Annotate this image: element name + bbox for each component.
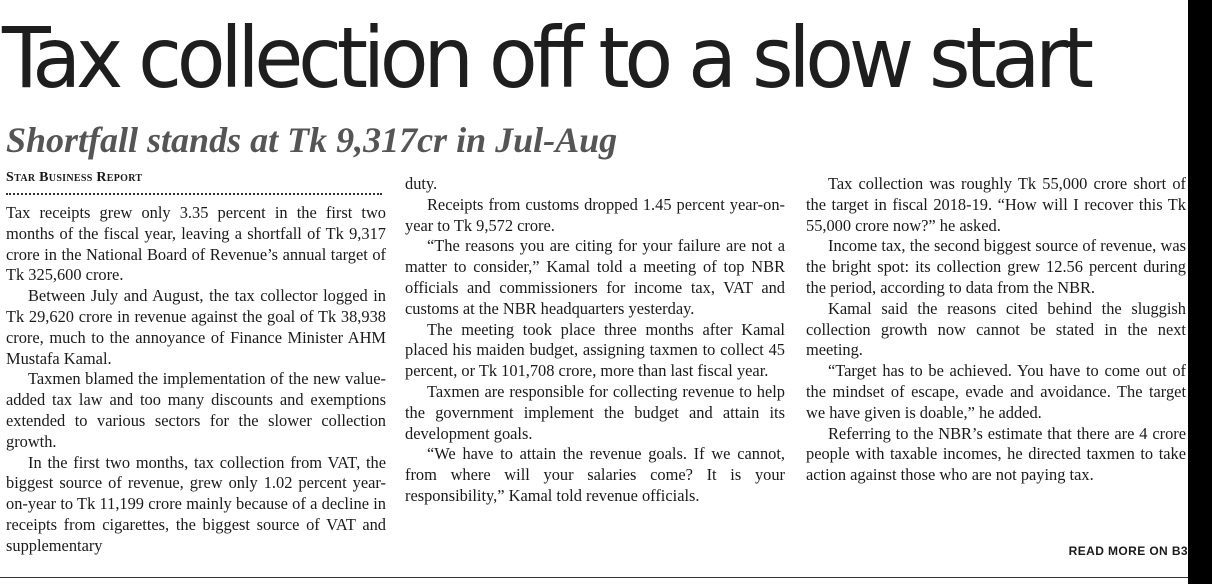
paragraph: Taxmen are responsible for collecting revenue to help the government implement the budget and attain its development goals. [405,381,785,443]
paragraph: “Target has to be achieved. You have to come out of the mindset of escape, evade and avoidance. The target we have given is doable,” he added. [806,361,1186,422]
subheadline: Shortfall stands at Tk 9,317cr in Jul-Aug [6,120,618,160]
paragraph: Receipts from customs dropped 1.45 percent year-on-year to Tk 9,572 crore. [405,194,785,235]
byline: Star Business Report [6,170,143,185]
paragraph: Tax receipts grew only 3.35 percent in the first two months of the fiscal year, leaving a shortfall of Tk 9,317 crore in the National Board of Revenue’s annual target of Tk 325,600 crore. [6,203,386,285]
paragraph: Between July and August, the tax collector logged in Tk 29,620 crore in revenue against the goal of Tk 38,938 crore, much to the annoyance of Finance Minister AHM Mustafa Kamal. [6,286,386,368]
scan-edge-border [1188,0,1212,584]
paragraph: “We have to attain the revenue goals. If we cannot, from where will your salaries come? It is your responsibility,” Kamal told revenue officials. [405,444,785,505]
paragraph: Taxmen blamed the implementation of the new value-added tax law and too many discounts and exemptions extended to various sectors for the slower collection growth. [6,369,386,451]
article-column-1 [6,203,386,557]
article-column-2 [405,174,785,507]
paragraph: Income tax, the second biggest source of revenue, was the bright spot: its collection grew 12.56 percent during the period, according to data from the NBR. [806,236,1186,297]
bottom-divider [0,577,1188,578]
read-more-link[interactable]: READ MORE ON B3 [1068,544,1188,558]
paragraph: Tax collection was roughly Tk 55,000 crore short of the target in fiscal 2018-19. “How will I recover this Tk 55,000 crore now?” he asked. [806,174,1186,235]
paragraph: Referring to the NBR’s estimate that there are 4 crore people with taxable incomes, he directed taxmen to take action against those who are not paying tax. [806,423,1186,485]
article-column-3 [806,174,1186,486]
paragraph: The meeting took place three months after Kamal placed his maiden budget, assigning taxmen to collect 45 percent, or Tk 101,708 crore, more than last fiscal year. [405,319,785,381]
byline-divider [6,193,382,195]
paragraph: “The reasons you are citing for your failure are not a matter to consider,” Kamal told a meeting of top NBR officials and commissioners for income tax, VAT and customs at the NBR headquarters yesterday. [405,236,785,318]
headline: Tax collection off to a slow start [2,9,1089,107]
paragraph: duty. [405,174,438,193]
paragraph: Kamal said the reasons cited behind the sluggish collection growth now cannot be stated in the next meeting. [806,298,1186,360]
paragraph: In the first two months, tax collection from VAT, the biggest source of revenue, grew only 1.02 percent year-on-year to Tk 11,199 crore mainly because of a decline in receipts from cigarettes, the biggest source of VAT and supplementary [6,452,386,555]
